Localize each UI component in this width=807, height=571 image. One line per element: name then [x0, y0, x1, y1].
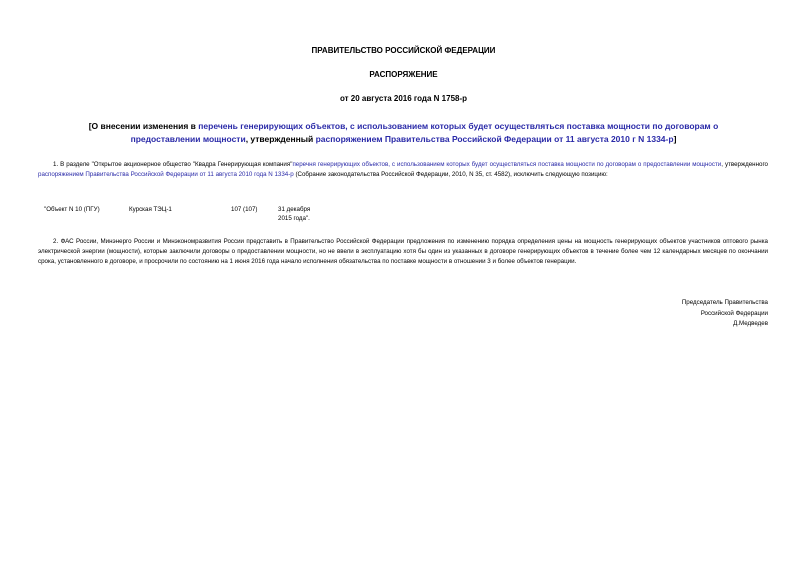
government-heading: ПРАВИТЕЛЬСТВО РОССИЙСКОЙ ФЕДЕРАЦИИ: [311, 46, 496, 55]
position-date: [278, 206, 310, 223]
title-decree-link[interactable]: распоряжением Правительства Российской Федерации от 11 августа 2010 г N 1334-р: [315, 134, 674, 144]
title-open-text: [О внесении изменения в: [88, 121, 199, 131]
document-type-heading: РАСПОРЯЖЕНИЕ: [369, 70, 438, 79]
paragraph-1-decree-link[interactable]: распоряжением Правительства Российской Федерации от 11 августа 2010 года N 1334-р: [38, 171, 294, 178]
paragraph-2: [38, 237, 768, 267]
signature-name: Д.Медведев: [733, 320, 768, 327]
document-title: [70, 120, 737, 146]
title-list-link[interactable]: перечень генерирующих объектов, с использованием которых будет осуществляться поставка мощности по договорам о предоставлении мощности: [130, 121, 719, 144]
title-mid-text: , утвержденный: [245, 134, 316, 144]
position-capacity: 107 (107): [231, 206, 258, 213]
signature-title-line-1: Председатель Правительства: [681, 299, 768, 306]
paragraph-1-mid: , утвержденного: [721, 161, 768, 168]
position-object: "Объект N 10 (ПГУ): [44, 206, 100, 213]
excluded-position-row: [0, 206, 807, 226]
position-date-line-1: 31 декабря: [278, 206, 311, 213]
position-date-line-2: 2015 года".: [278, 214, 310, 222]
paragraph-1: [38, 160, 768, 180]
signature-title-line-2: Российской Федерации: [700, 309, 768, 317]
date-number-heading: от 20 августа 2016 года N 1758-р: [339, 94, 468, 103]
paragraph-1-tail: (Собрание законодательства Российской Федерации, 2010, N 35, ст. 4582), исключить следующую позицию:: [293, 171, 608, 178]
position-plant: Курская ТЭЦ-1: [129, 206, 172, 213]
paragraph-1-list-link[interactable]: перечня генерирующих объектов, с использованием которых будет осуществляться поставка мощности по договорам о предоставлении мощности: [292, 161, 722, 168]
title-close-text: ]: [673, 134, 677, 144]
paragraph-1-lead: 1. В разделе "Открытое акционерное общество "Квадра Генерирующая компания": [53, 161, 293, 168]
paragraph-2-text: 2. ФАС России, Минэнерго России и Минэкономразвития России представить в Правительство Российской Федерации предложения по изменению порядка определения цены на мощность генерирующих объектов участников оптового рынка электрической энергии (мощности), которые заключили договоры о предоставлении мощности, но не ввели в эксплуатацию хотя бы один из указанных в договоре генерирующих объектов в течение более чем 12 календарных месяцев по окончании срока, установленного в договоре, и просрочили по состоянию на 1 июня 2016 года начало исполнения обязательства по поставке мощности в отношении 3 и более объектов генерации.: [38, 238, 768, 265]
signature-block: [682, 298, 768, 330]
